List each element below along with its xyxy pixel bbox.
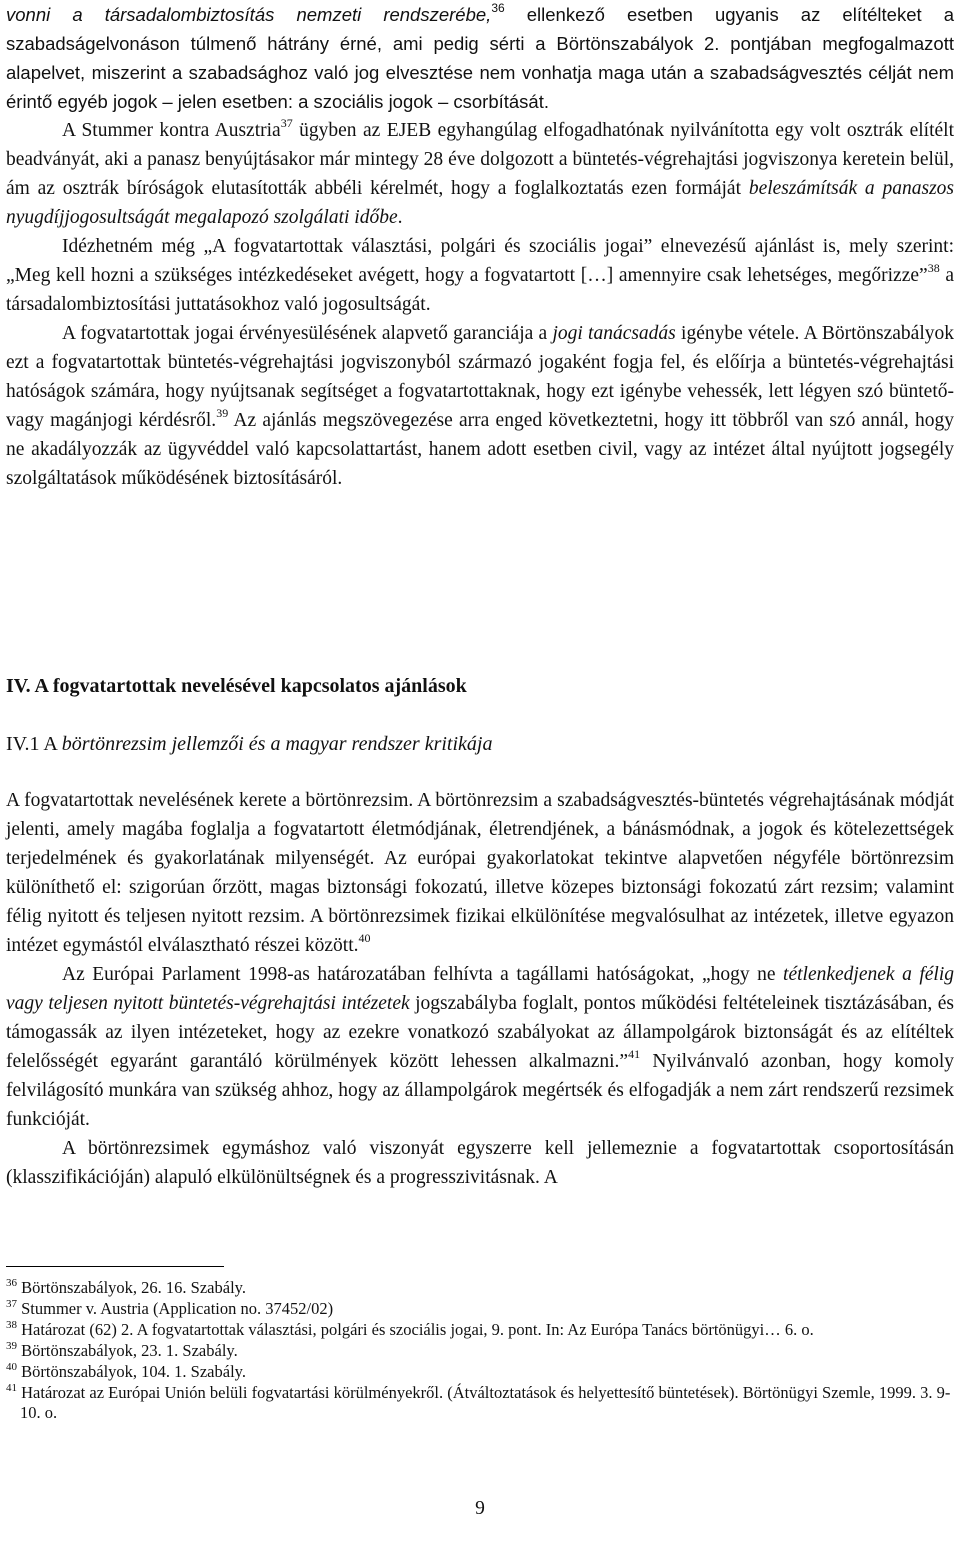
- paragraph-regime-relations: [6, 1134, 954, 1192]
- footnote-text: Határozat az Európai Unión belüli fogvatartási körülményekről. (Átváltoztatások és helyettesítő büntetések). Börtönügyi Szemle, 1999. 3. 9-10. o.: [17, 1383, 951, 1422]
- paragraph-text: Idézhetném még „A fogvatartottak választási, polgári és szociális jogai” elnevezésű ajánlást is, mely szerint: „Meg kell hozni a szükséges intézkedéseket avégett, hogy a fogvatartott […] amennyire csak lehetséges, megőrizze”: [6, 236, 954, 286]
- italic-phrase: jogi tanácsadás: [552, 323, 676, 344]
- italic-phrase: beleszámítsák a panaszos nyugdíjjogosultságát megalapozó szolgálati időbe: [6, 178, 954, 228]
- section-heading-iv: IV. A fogvatartottak nevelésével kapcsolatos ajánlások: [6, 675, 467, 697]
- footnote-number: 38: [6, 1319, 17, 1331]
- footnote-number: 37: [6, 1298, 17, 1310]
- footnote-ref-40[interactable]: 40: [358, 931, 371, 945]
- paragraph-text: .: [397, 207, 403, 228]
- paragraph-text: a társadalombiztosítási juttatásokhoz való jogosultságát.: [6, 265, 955, 315]
- main-text: [6, 0, 954, 493]
- footnote-ref-41[interactable]: 41: [628, 1047, 641, 1061]
- footnote-ref-37[interactable]: 37: [280, 116, 293, 130]
- paragraph-recommendation: [6, 232, 954, 319]
- footnote-36: [6, 1278, 954, 1298]
- footnote-text: Börtönszabályok, 104. 1. Szabály.: [17, 1362, 246, 1381]
- paragraph-prison-regime: [6, 786, 954, 960]
- section-iv-text: [6, 786, 954, 1192]
- footnote-text: Stummer v. Austria (Application no. 37452/02): [17, 1299, 334, 1318]
- footnote-number: 36: [6, 1277, 17, 1289]
- subsection-number: IV.1 A: [6, 733, 62, 755]
- page-number: 9: [475, 1498, 485, 1519]
- paragraph-text: Az Európai Parlament 1998-as határozatában felhívta a tagállami hatóságokat, „hogy ne: [62, 964, 784, 985]
- footnote-40: [6, 1362, 954, 1382]
- subsection-title: börtönrezsim jellemzői és a magyar rendszer kritikája: [61, 733, 493, 755]
- paragraph-text: A börtönrezsimek egymáshoz való viszonyát egyszerre kell jellemeznie a fogvatartottak csoportosításán (klasszifikációján) alapuló elkülönültségnek és a progresszivitásnak. A: [6, 1138, 954, 1188]
- footnote-ref-36[interactable]: 36: [491, 1, 505, 15]
- paragraph-social-rights: [6, 0, 954, 116]
- footnote-37: [6, 1299, 954, 1319]
- paragraph-text: jogszabályba foglalt, pontos működési feltételeinek tisztázásában, és támogassák az ilyen intézeteket, hogy az ezekre vonatkozó szabályokat az állampolgárok biztonságát és az elítéltek felelősségét egyaránt garantáló körülmények között lehessen alkalmazni.”: [6, 993, 954, 1072]
- paragraph-legal-advice: [6, 319, 954, 493]
- footnote-number: 40: [6, 1361, 17, 1373]
- paragraph-european-parliament: [6, 960, 954, 1134]
- paragraph-text: igénybe vétele. A Börtönszabályok ezt a fogvatartottak büntetés-végrehajtási jogviszonyból származó jogaként fogja fel, és előírja a büntetés-végrehajtási hatóságok számára, hogy nyújtsanak segítséget a fogvatartottaknak, hogy ezt igénybe vehessék, lett légyen szó büntető- vagy magánjogi kérdésről.: [6, 323, 954, 431]
- paragraph-text: Az ajánlás megszövegezése arra enged következtetni, hogy itt többről van szó annál, hogy ne akadályozzák az ügyvéddel való kapcsolattartást, hanem adott esetben civil, vagy az intézet által nyújtott jogsegély szolgáltatások működésének biztosításáról.: [6, 410, 954, 489]
- footnote-38: [6, 1320, 954, 1340]
- subsection-heading-iv-1: [6, 730, 492, 759]
- paragraph-text: Nyilvánvaló azonban, hogy komoly felvilágosító munkára van szükség ahhoz, hogy az állampolgárok megértsék és elfogadják a nem zárt rendszerű rezsimek funkcióját.: [6, 1051, 954, 1130]
- paragraph-text: ellenkező esetben ugyanis az elítélteket a szabadságelvonáson túlmenő hátrány érné, ami pedig sérti a Börtönszabályok 2. pontjában megfogalmazott alapelvet, miszerint a szabadsághoz való jog elvesztése nem vonhatja maga után a szabadságvesztés célját nem érintő egyéb jogok – jelen esetben: a szociális jogok – csorbítását.: [6, 4, 954, 112]
- paragraph-text: A Stummer kontra Ausztria: [62, 120, 281, 141]
- footnote-39: [6, 1341, 954, 1361]
- paragraph-text: A fogvatartottak jogai érvényesülésének alapvető garanciája a: [62, 323, 553, 344]
- italic-phrase: tétlenkedjenek a félig vagy teljesen nyitott büntetés-végrehajtási intézetek: [6, 964, 954, 1014]
- footnote-text: Határozat (62) 2. A fogvatartottak választási, polgári és szociális jogai, 9. pont. In: Az Európa Tanács börtönügyi… 6. o.: [17, 1320, 814, 1339]
- footnotes: [6, 1278, 954, 1424]
- paragraph-text: ügyben az EJEB egyhangúlag elfogadhatónak nyilvánította egy volt osztrák elítélt beadványát, aki a panasz benyújtásakor már mintegy 28 éve dolgozott a büntetés-végrehajtási jogviszonya keretein belül, ám az osztrák bíróságok elutasították abbéli kérelmét, hogy a foglalkoztatás ezen formáját: [6, 120, 954, 199]
- footnote-number: 41: [6, 1382, 17, 1394]
- footnote-separator: [6, 1266, 224, 1267]
- paragraph-stummer-case: [6, 116, 954, 232]
- paragraph-text: A fogvatartottak nevelésének kerete a börtönrezsim. A börtönrezsim a szabadságvesztés-büntetés végrehajtásának módját jelenti, amely magába foglalja a fogvatartott életmódjának, életrendjének, a bánásmódnak, a jogok és kötelezettségek terjedelmének és gyakorlatának milyenségét. Az európai gyakorlatokat tekintve alapvetően négyféle börtönrezsim különíthető el: szigorúan őrzött, magas biztonsági fokozatú, illetve közepes biztonsági fokozatú zárt rezsim; valamint félig nyitott és teljesen nyitott rezsim. A börtönrezsimek fizikai elkülönítése megvalósulhat az intézetek, illetve egyazon intézet egymástól elválasztható részei között.: [6, 790, 954, 956]
- footnote-ref-38[interactable]: 38: [927, 261, 940, 275]
- footnote-text: Börtönszabályok, 23. 1. Szabály.: [17, 1341, 238, 1360]
- footnote-number: 39: [6, 1340, 17, 1352]
- footnote-41: [6, 1383, 954, 1423]
- footnote-text: Börtönszabályok, 26. 16. Szabály.: [17, 1278, 246, 1297]
- footnote-ref-39[interactable]: 39: [216, 406, 229, 420]
- italic-phrase: vonni a társadalombiztosítás nemzeti rendszerébe,: [6, 4, 492, 25]
